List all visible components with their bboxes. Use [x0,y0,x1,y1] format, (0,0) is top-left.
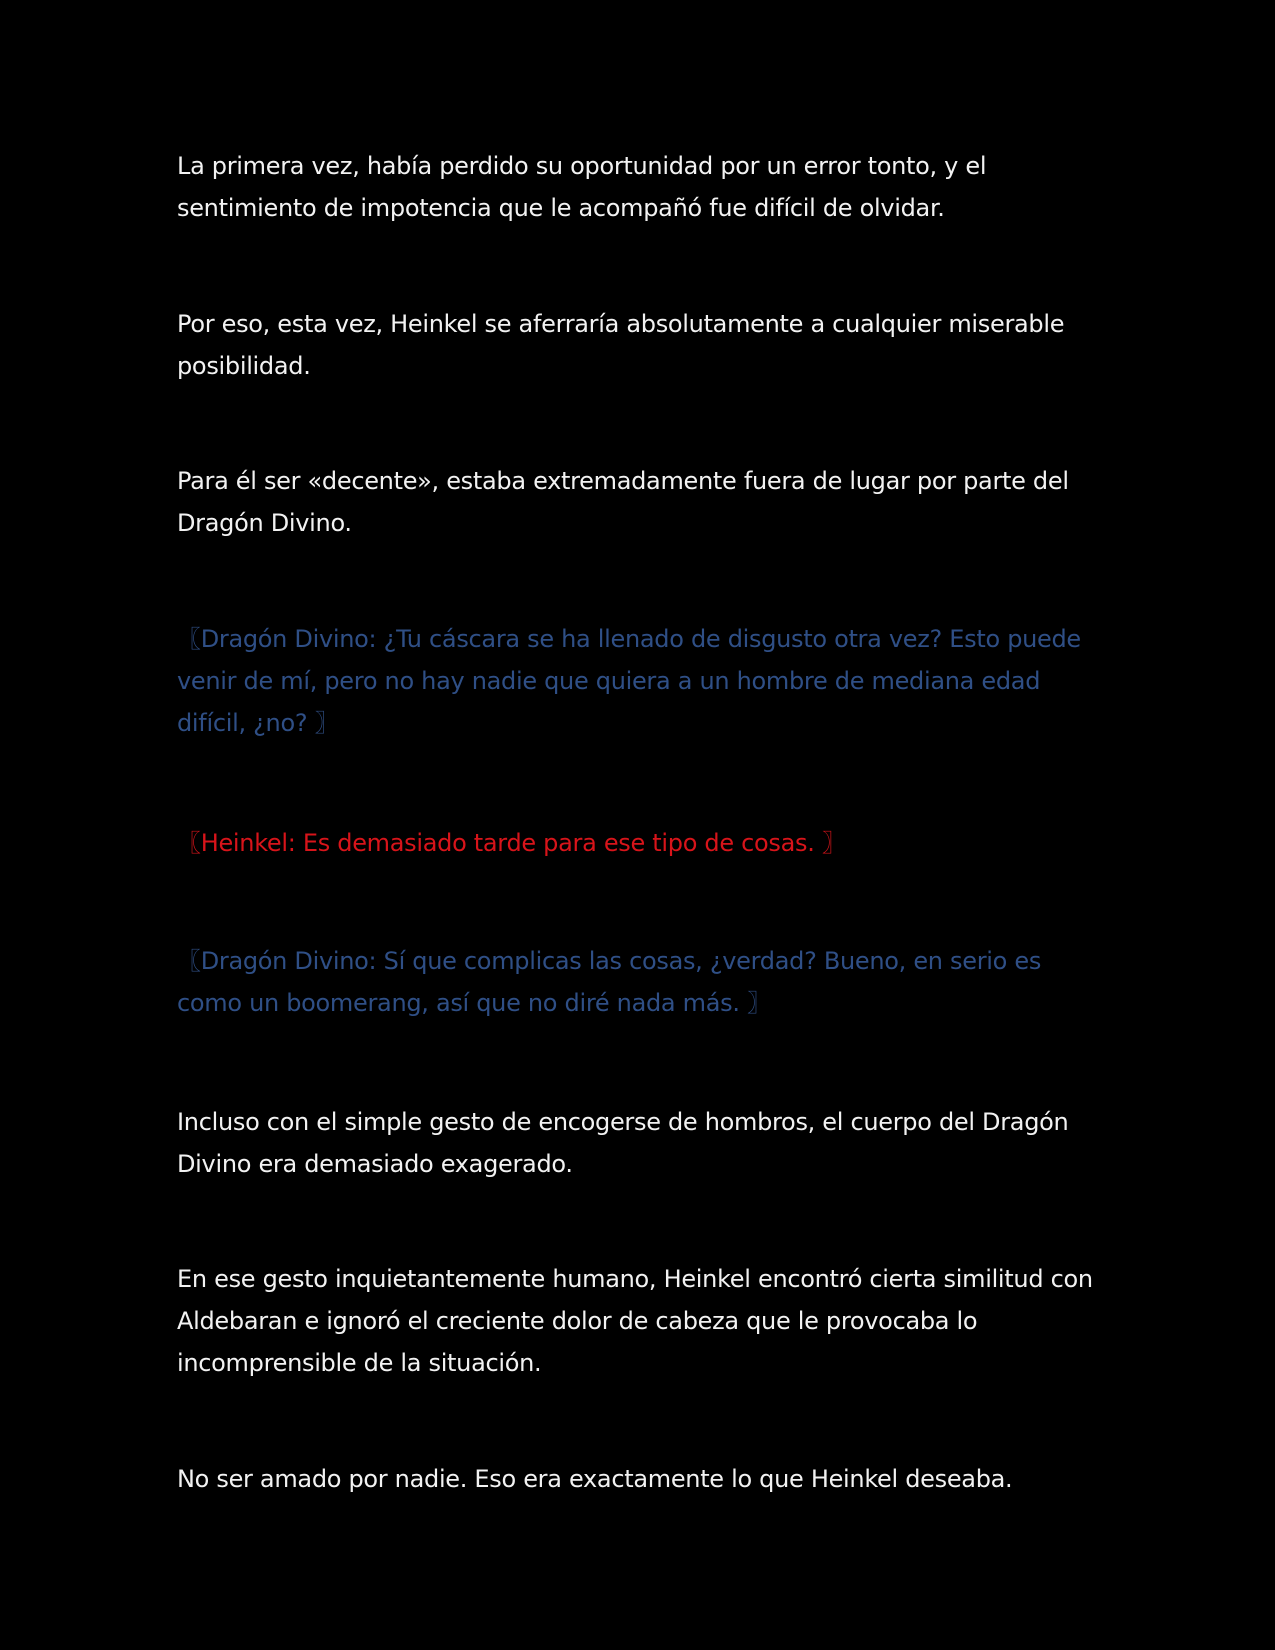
narration-paragraph: En ese gesto inquietantemente humano, Heinkel encontró cierta similitud con Aldebaran e ignoró el creciente dolor de cabeza que le provocaba lo incomprensible de la situación. [177,1265,1093,1377]
dragon-dialogue: 〖Dragón Divino: Sí que complicas las cosas, ¿verdad? Bueno, en serio es como un boomerang, así que no diré nada más. 〗 [177,947,1042,1017]
narration-paragraph: Incluso con el simple gesto de encogerse de hombros, el cuerpo del Dragón Divino era demasiado exagerado. [177,1108,1069,1178]
narration-paragraph: Para él ser «decente», estaba extremadamente fuera de lugar por parte del Dragón Divino. [177,467,1069,537]
narration-paragraph: Por eso, esta vez, Heinkel se aferraría absolutamente a cualquier miserable posibilidad. [177,310,1065,380]
narration-paragraph: No ser amado por nadie. Eso era exactamente lo que Heinkel deseaba. [177,1465,1013,1493]
dragon-dialogue: 〖Dragón Divino: ¿Tu cáscara se ha llenado de disgusto otra vez? Esto puede venir de mí, pero no hay nadie que quiera a un hombre de mediana edad difícil, ¿no? 〗 [177,625,1081,737]
heinkel-dialogue: 〖Heinkel: Es demasiado tarde para ese tipo de cosas. 〗 [177,829,846,857]
narration-paragraph: La primera vez, había perdido su oportunidad por un error tonto, y el sentimiento de impotencia que le acompañó fue difícil de olvidar. [177,152,987,222]
